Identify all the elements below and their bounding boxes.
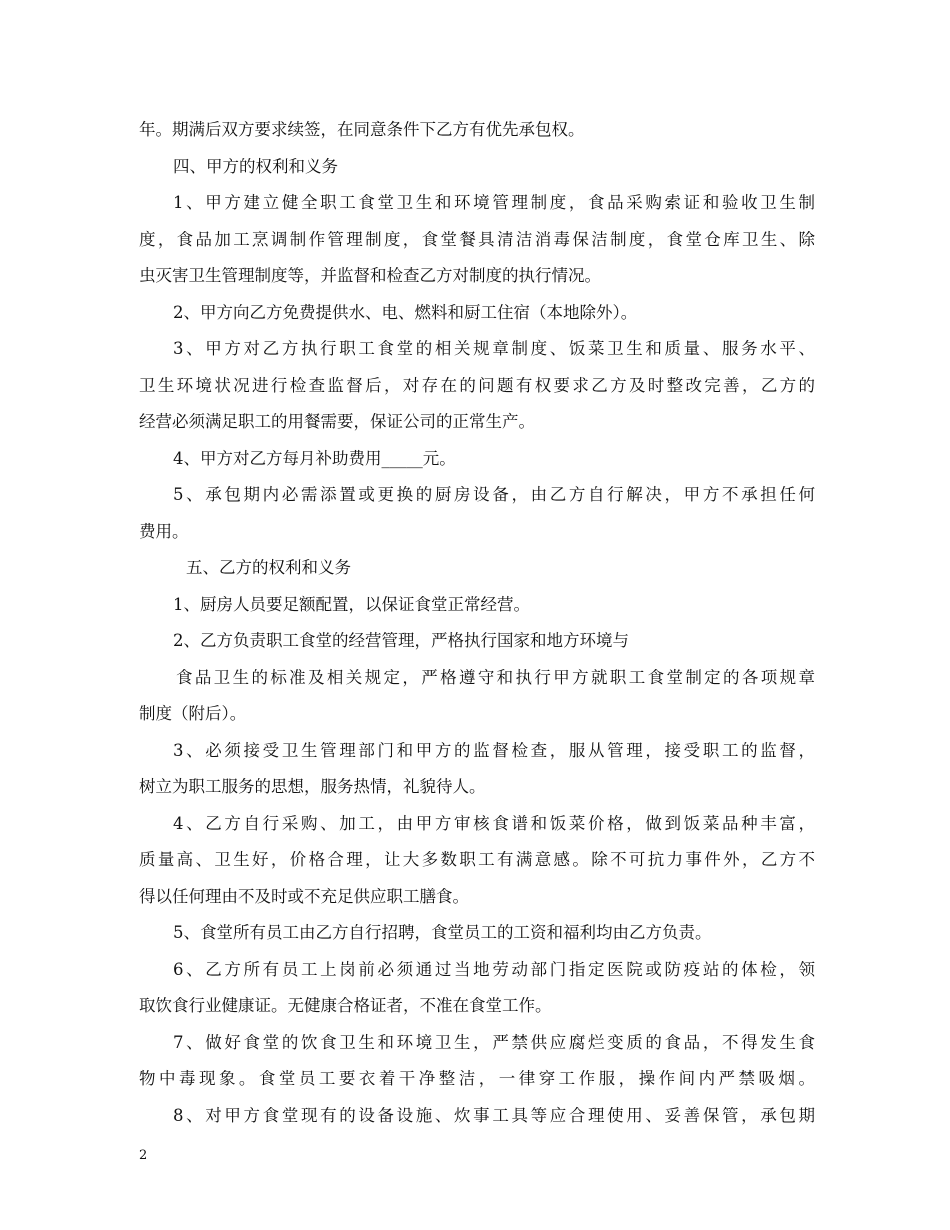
text-line: 8、对甲方食堂现有的设备设施、炊事工具等应合理使用、妥善保管，承包期 (173, 1105, 815, 1125)
text-line: 制度（附后）。 (139, 704, 247, 723)
text-line: 1、厨房人员要足额配置，以保证食堂正常经营。 (173, 594, 530, 614)
text-line: 度，食品加工烹调制作管理制度，食堂餐具清洁消毒保洁制度，食堂仓库卫生、除 (139, 229, 815, 249)
text-line: 4、乙方自行采购、加工，由甲方审核食谱和饭菜价格，做到饭菜品种丰富， (173, 813, 815, 833)
text-line: 2、甲方向乙方免费提供水、电、燃料和厨工住宿（本地除外）。 (173, 302, 638, 322)
text-line: 经营必须满足职工的用餐需要，保证公司的正常生产。 (139, 412, 535, 431)
text-line: 质量高、卫生好，价格合理，让大多数职工有满意感。除不可抗力事件外，乙方不 (139, 850, 815, 869)
text-line: 物中毒现象。食堂员工要衣着干净整洁，一律穿工作服，操作间内严禁吸烟。 (139, 1069, 815, 1088)
text-line: 6、乙方所有员工上岗前必须通过当地劳动部门指定医院或防疫站的体检，领 (173, 959, 815, 979)
text-line: 4、甲方对乙方每月补助费用_____元。 (173, 448, 456, 468)
text-line: 四、甲方的权利和义务 (173, 156, 338, 176)
page-number: 2 (139, 1148, 148, 1163)
text-line: 卫生环境状况进行检查监督后，对存在的问题有权要求乙方及时整改完善，乙方的 (139, 375, 815, 395)
text-line: 树立为职工服务的思想，服务热情，礼貌待人。 (139, 777, 486, 796)
text-line: 得以任何理由不及时或不充足供应职工膳食。 (139, 886, 469, 906)
text-line: 7、做好食堂的饮食卫生和环境卫生，严禁供应腐烂变质的食品，不得发生食 (173, 1032, 815, 1052)
text-line: 5、承包期内必需添置或更换的厨房设备，由乙方自行解决，甲方不承担任何 (173, 485, 815, 504)
text-line: 3、甲方对乙方执行职工食堂的相关规章制度、饭菜卫生和质量、服务水平、 (173, 339, 815, 358)
text-line: 取饮食行业健康证。无健康合格证者，不准在食堂工作。 (139, 996, 552, 1015)
text-line: 食品卫生的标准及相关规定，严格遵守和执行甲方就职工食堂制定的各项规章 (176, 667, 815, 687)
text-line: 虫灭害卫生管理制度等，并监督和检查乙方对制度的执行情况。 (139, 266, 601, 285)
text-line: 2、乙方负责职工食堂的经营管理，严格执行国家和地方环境与 (173, 631, 629, 650)
text-line: 五、乙方的权利和义务 (186, 558, 351, 577)
document-body (139, 112, 815, 1134)
text-line: 3、必须接受卫生管理部门和甲方的监督检查，服从管理，接受职工的监督， (173, 740, 815, 760)
text-line: 年。期满后双方要求续签，在同意条件下乙方有优先承包权。 (139, 120, 585, 139)
text-line: 5、食堂所有员工由乙方自行招聘，食堂员工的工资和福利均由乙方负责。 (173, 923, 712, 942)
text-line: 1、甲方建立健全职工食堂卫生和环境管理制度，食品采购索证和验收卫生制 (173, 193, 815, 212)
text-line: 费用。 (139, 521, 189, 541)
